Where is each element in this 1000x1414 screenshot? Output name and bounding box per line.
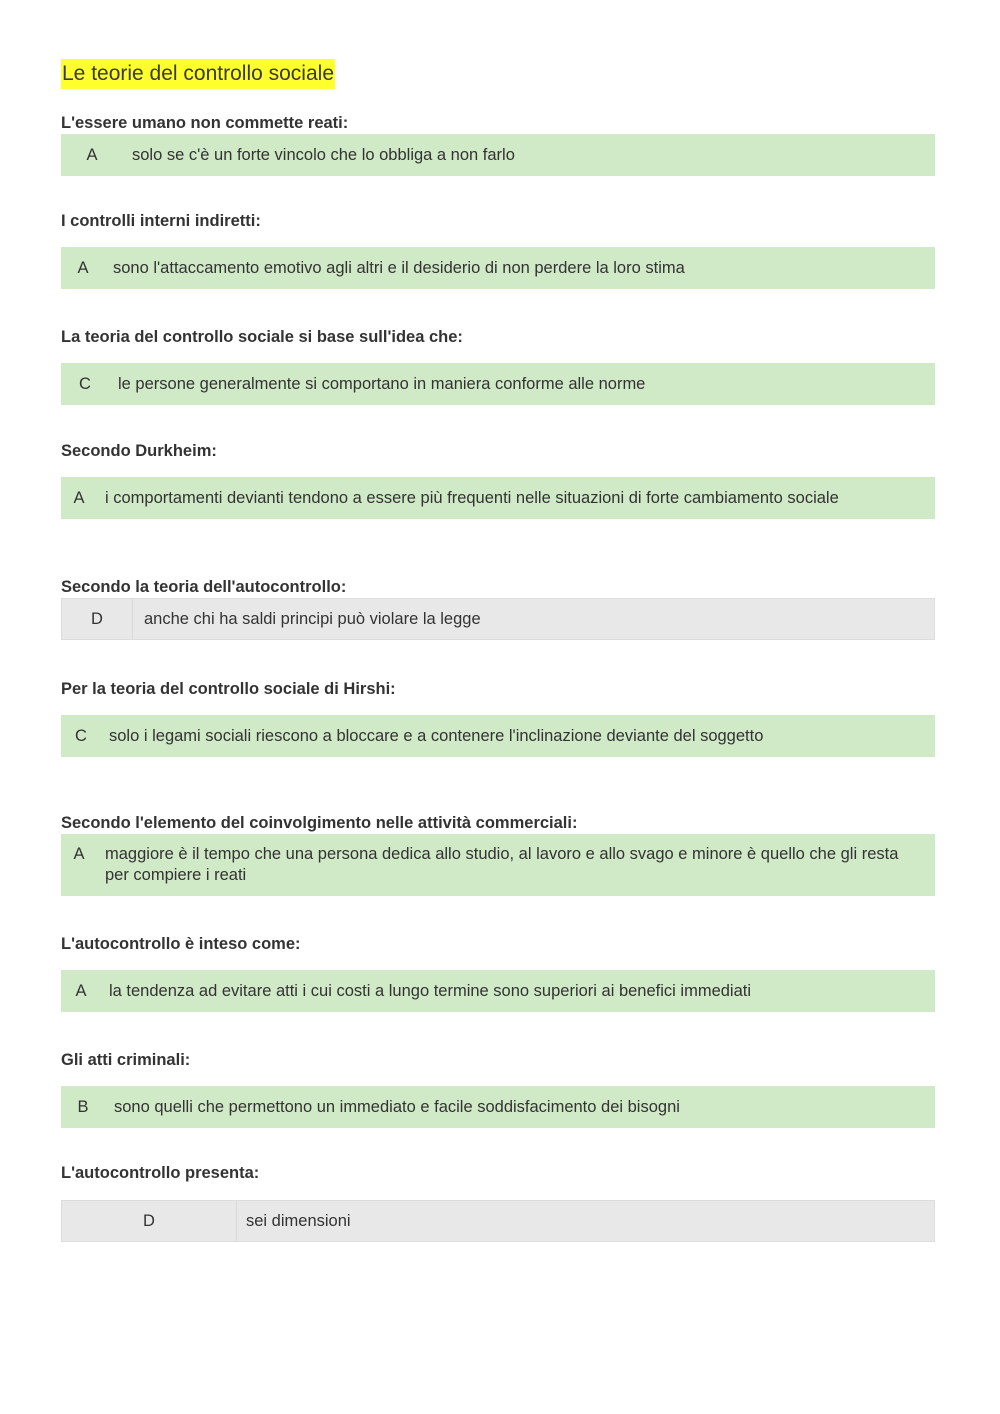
question-text: Gli atti criminali: bbox=[61, 1051, 191, 1069]
question-text: Secondo Durkheim: bbox=[61, 442, 217, 460]
answer-row bbox=[61, 970, 935, 1012]
answer-text: sei dimensioni bbox=[246, 1211, 351, 1230]
question-text: L'autocontrollo presenta: bbox=[61, 1164, 260, 1182]
answer-letter: C bbox=[79, 374, 91, 393]
answer-letter: A bbox=[75, 981, 87, 1000]
answer-letter: A bbox=[73, 488, 85, 507]
question-text: Secondo l'elemento del coinvolgimento nelle attività commerciali: bbox=[61, 814, 578, 832]
answer-row bbox=[61, 834, 935, 896]
answer-text: sono quelli che permettono un immediato e facile soddisfacimento dei bisogni bbox=[114, 1097, 680, 1116]
answer-text: sono l'attaccamento emotivo agli altri e il desiderio di non perdere la loro stima bbox=[113, 258, 685, 277]
answer-row bbox=[61, 715, 935, 757]
answer-row bbox=[61, 477, 935, 519]
answer-row bbox=[61, 363, 935, 405]
answer-text: solo i legami sociali riescono a bloccare e a contenere l'inclinazione deviante del soggetto bbox=[109, 726, 764, 745]
answer-letter: D bbox=[62, 599, 133, 639]
answer-letter: D bbox=[62, 1201, 237, 1241]
answer-row bbox=[61, 598, 935, 640]
answer-letter: A bbox=[86, 145, 98, 164]
answer-text: le persone generalmente si comportano in maniera conforme alle norme bbox=[118, 374, 646, 393]
answer-text: la tendenza ad evitare atti i cui costi a lungo termine sono superiori ai benefici immediati bbox=[109, 981, 752, 1000]
question-text: I controlli interni indiretti: bbox=[61, 212, 261, 230]
answer-letter: B bbox=[77, 1097, 89, 1116]
answer-text: i comportamenti devianti tendono a essere più frequenti nelle situazioni di forte cambiamento sociale bbox=[105, 488, 839, 507]
question-text: L'autocontrollo è inteso come: bbox=[61, 935, 301, 953]
answer-letter: C bbox=[75, 726, 87, 745]
answer-row bbox=[61, 1200, 935, 1242]
answer-row bbox=[61, 1086, 935, 1128]
answer-text: anche chi ha saldi principi può violare la legge bbox=[144, 609, 481, 628]
answer-row bbox=[61, 134, 935, 176]
question-text: Secondo la teoria dell'autocontrollo: bbox=[61, 578, 347, 596]
answer-text: solo se c'è un forte vincolo che lo obbliga a non farlo bbox=[132, 145, 515, 164]
answer-letter: A bbox=[73, 845, 85, 863]
page-title: Le teorie del controllo sociale bbox=[61, 59, 335, 89]
question-text: Per la teoria del controllo sociale di Hirshi: bbox=[61, 680, 396, 698]
question-text: L'essere umano non commette reati: bbox=[61, 114, 349, 132]
question-text: La teoria del controllo sociale si base sull'idea che: bbox=[61, 328, 463, 346]
answer-letter: A bbox=[77, 258, 89, 277]
answer-row bbox=[61, 247, 935, 289]
answer-text: maggiore è il tempo che una persona dedica allo studio, al lavoro e allo svago e minore è quello che gli resta per compiere i reati bbox=[105, 845, 899, 884]
